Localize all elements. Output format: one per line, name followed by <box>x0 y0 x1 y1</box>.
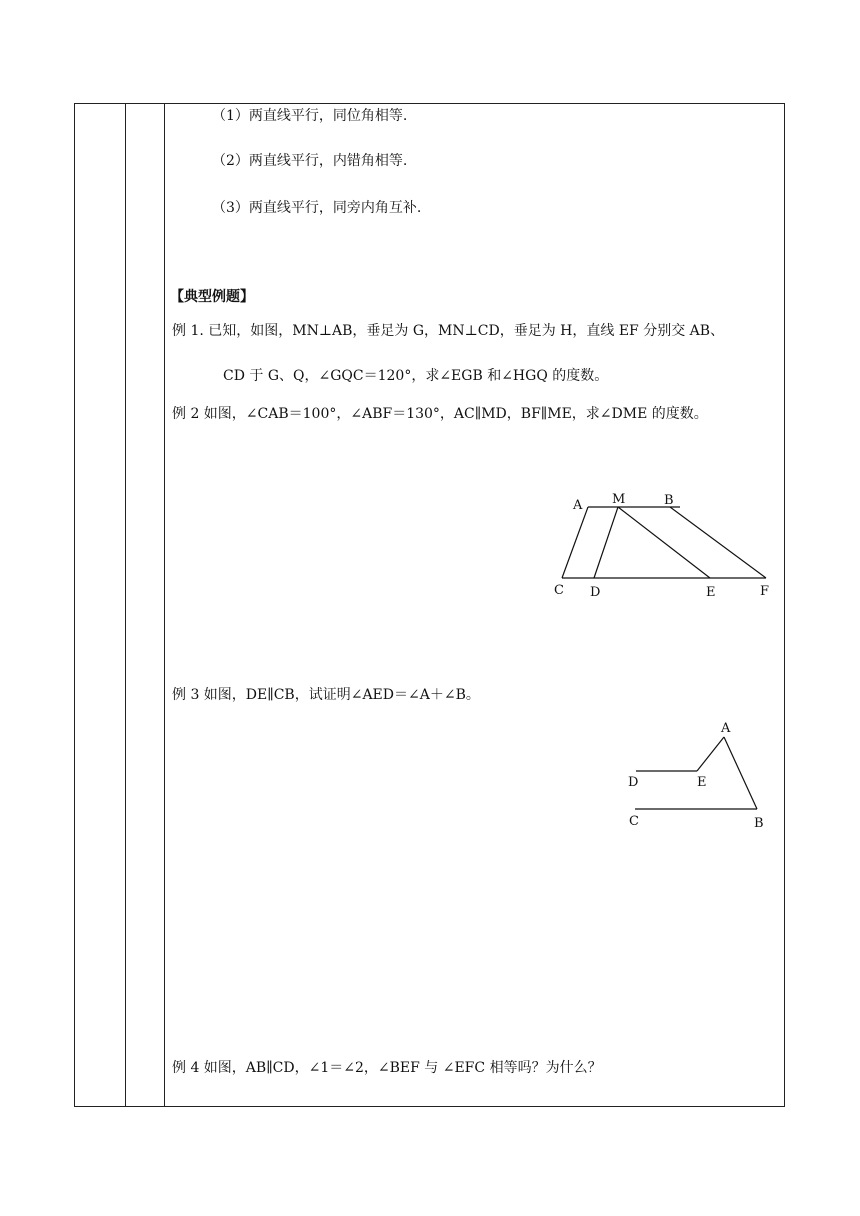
column-divider-2 <box>164 104 165 1106</box>
figure-2 <box>540 485 780 605</box>
label-E: E <box>697 775 707 790</box>
label-C: C <box>554 583 564 598</box>
example-2: 例 2 如图，∠CAB＝100°，∠ABF＝130°，AC∥MD，BF∥ME，求∠DME 的度数。 <box>172 406 708 422</box>
label-F: F <box>760 584 770 599</box>
label-B: B <box>754 816 764 831</box>
table-frame <box>74 103 785 1107</box>
line-MD <box>594 507 618 578</box>
column-divider-1 <box>125 104 126 1106</box>
label-C: C <box>629 814 639 829</box>
label-D: D <box>590 585 601 600</box>
section-title: 【典型例题】 <box>170 289 254 305</box>
label-B: B <box>664 493 674 508</box>
example-1-line-1: 例 1. 已知，如图，MN⊥AB，垂足为 G，MN⊥CD，垂足为 H，直线 EF 分别交 AB、 <box>172 323 725 339</box>
line-AB <box>724 737 757 809</box>
label-A: A <box>721 721 731 736</box>
example-1-line-2: CD 于 G、Q，∠GQC＝120°，求∠EGB 和∠HGQ 的度数。 <box>223 368 609 384</box>
property-2: （2）两直线平行，内错角相等. <box>212 153 408 169</box>
figure-3 <box>620 715 780 835</box>
label-D: D <box>628 775 639 790</box>
example-3: 例 3 如图，DE∥CB，试证明∠AED＝∠A＋∠B。 <box>172 687 480 703</box>
example-4: 例 4 如图，AB∥CD，∠1＝∠2，∠BEF 与 ∠EFC 相等吗？为什么？ <box>172 1060 602 1076</box>
line-EA <box>697 737 724 771</box>
label-M: M <box>612 492 626 507</box>
label-E: E <box>706 585 716 600</box>
line-BF <box>670 507 766 578</box>
property-1: （1）两直线平行，同位角相等. <box>212 108 408 124</box>
label-A: A <box>573 498 583 513</box>
line-ME <box>618 507 710 578</box>
line-AC <box>562 507 588 578</box>
property-3: （3）两直线平行，同旁内角互补. <box>212 200 422 216</box>
